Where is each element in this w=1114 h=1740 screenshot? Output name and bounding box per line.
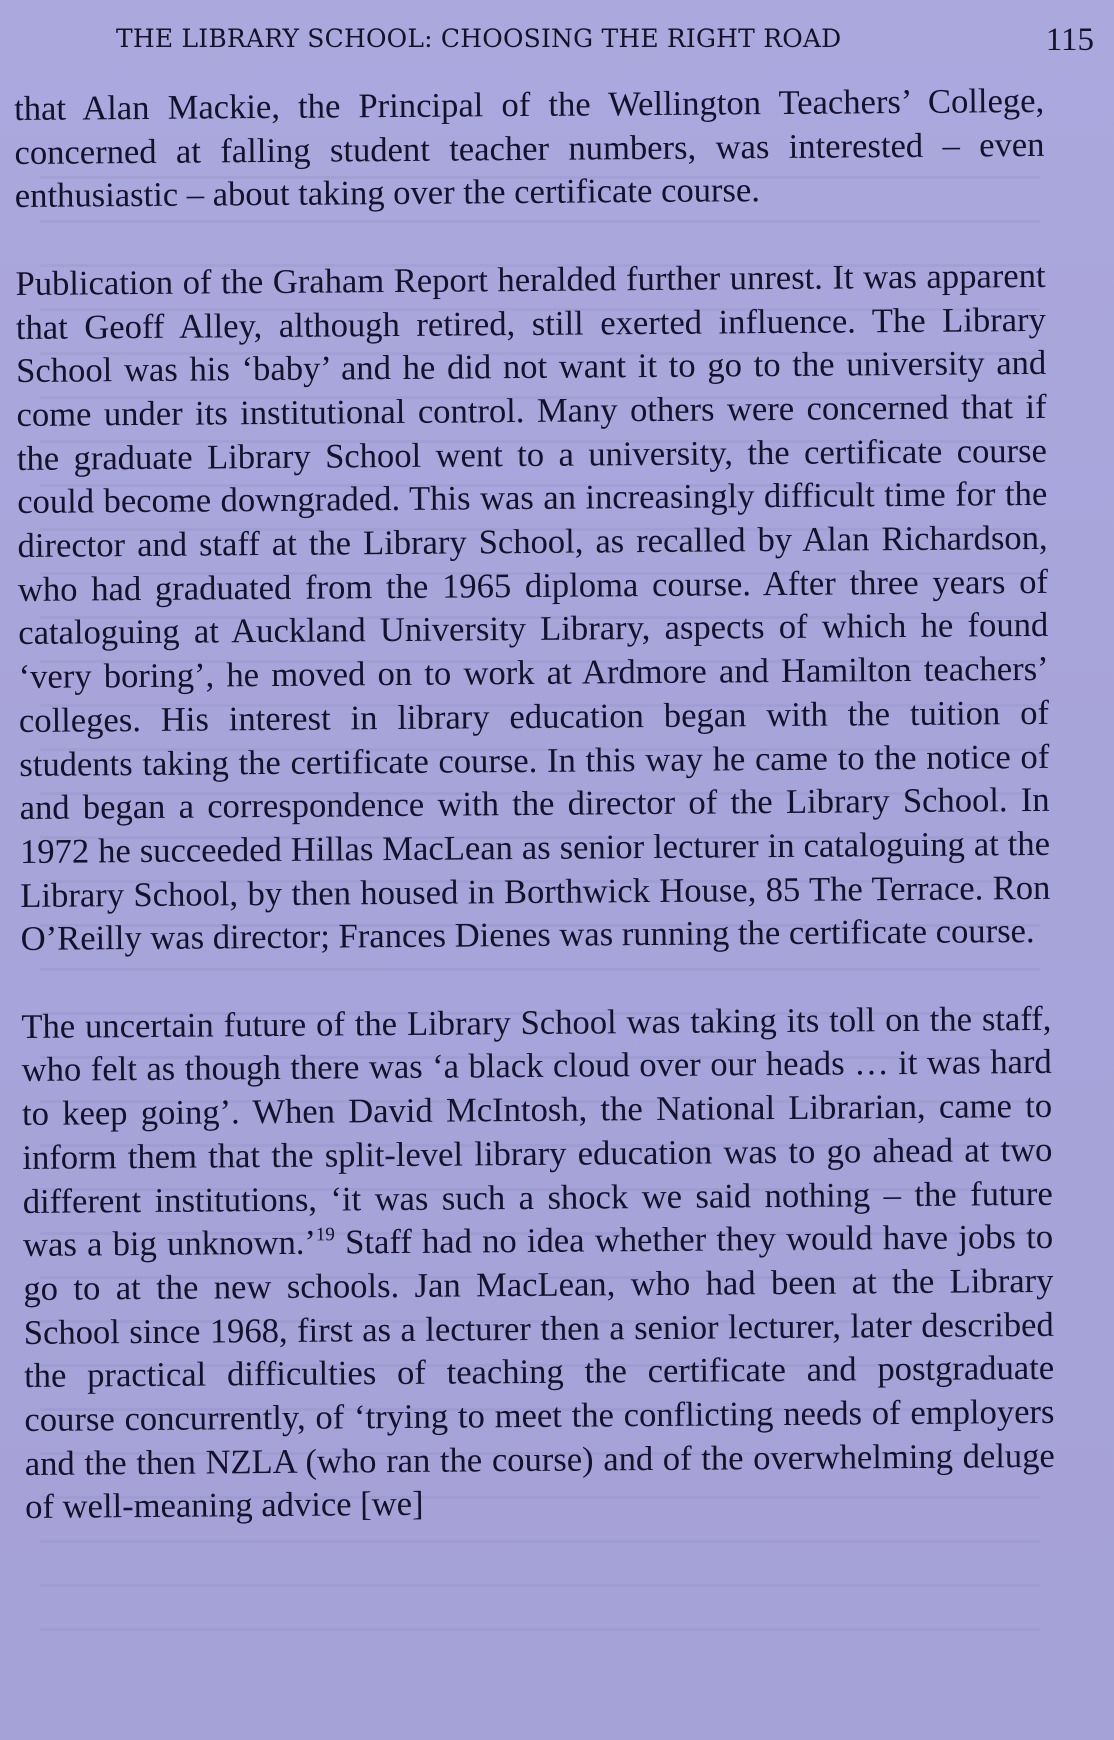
page-header bbox=[0, 22, 1114, 62]
paragraph-3-after-note: Staff had no idea whether they would have jobs to go to at the new schools. Jan MacLean, who had been at the Library School since 1968, first as a lecturer then a senior lecturer, later described the practical difficulties of teaching the certificate and postgraduate course concurrently, of ‘trying to meet the conflicting needs of employers and the then NZLA (who ran the course) and of the overwhelming deluge of well-meaning advice [we] bbox=[23, 1218, 1055, 1527]
paragraph-3 bbox=[21, 998, 1055, 1531]
paragraph-3-before-note: The uncertain future of the Library School was taking its toll on the staff, who felt as though there was ‘a black cloud over our heads … it was hard to keep going’. When David McIntosh, the National Librarian, came to inform them that the split-level library education was to go ahead at two different institutions, ‘it was such a shock we said nothing – the future was a big unknown.’ bbox=[21, 999, 1053, 1265]
footnote-reference: 19 bbox=[315, 1224, 335, 1246]
paragraph-1: that Alan Mackie, the Principal of the Wellington Teachers’ College, concerned at falling student teacher numbers, was interested – even enthusiastic – about taking over the certificate course. bbox=[14, 81, 1045, 216]
paragraph-2: Publication of the Graham Report heralded further unrest. It was apparent that Geoff Alley, although retired, still exerted influence. The Library School was his ‘baby’ and he did not want it to go to the university and come under its institutional control. Many others were concerned that if the graduate Library School went to a university, the certificate course could become downgraded. This was an increasingly difficult time for the director and staff at the Library School, as recalled by Alan Richardson, who had graduated from the 1965 diploma course. After three years of cataloguing at Auckland University Library, aspects of which he found ‘very boring’, he moved on to work at Ardmore and Hamilton teachers’ colleges. His interest in library education began with the tuition of students taking the certificate course. In this way he came to the notice of and began a correspondence with the director of the Library School. In 1972 he succeeded Hillas MacLean as senior lecturer in cataloguing at the Library School, by then housed in Borthwick House, 85 The Terrace. Ron O’Reilly was director; Frances Dienes was running the certificate course. bbox=[15, 256, 1051, 959]
running-head: THE LIBRARY SCHOOL: CHOOSING THE RIGHT ROAD bbox=[116, 24, 842, 53]
page-number: 115 bbox=[1045, 22, 1094, 58]
body-text bbox=[14, 80, 1055, 1530]
